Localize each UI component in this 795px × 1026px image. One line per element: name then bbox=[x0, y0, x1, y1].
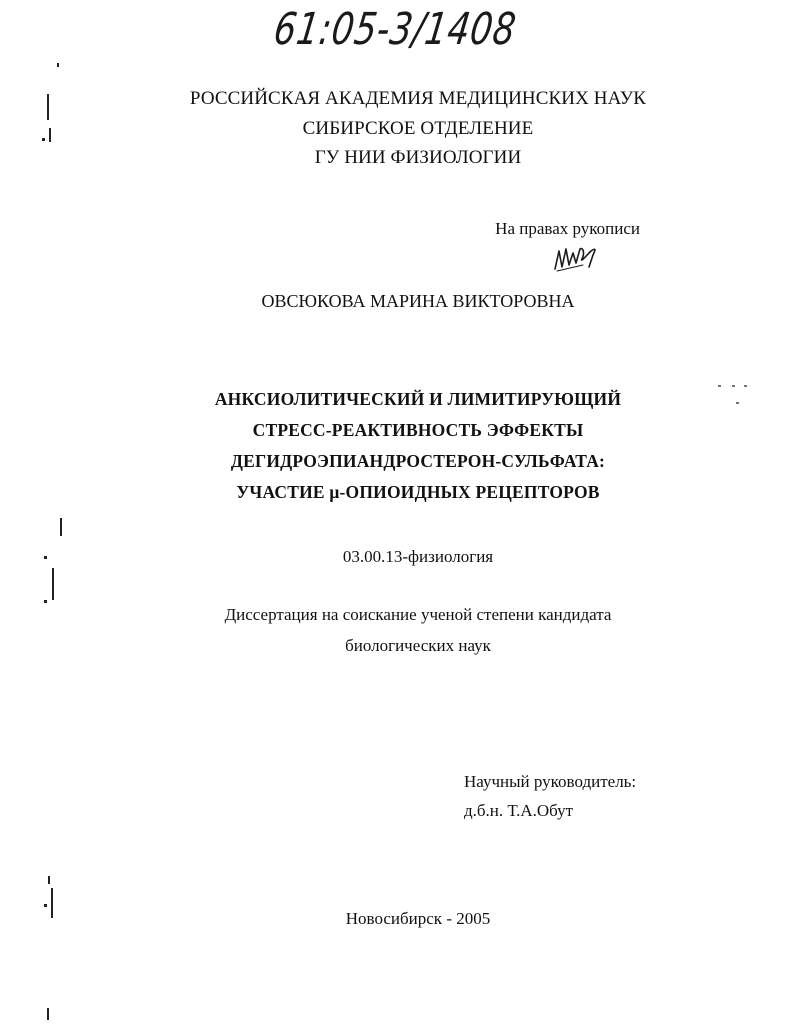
author-name: ОВСЮКОВА МАРИНА ВИКТОРОВНА bbox=[261, 291, 575, 311]
scan-artifact bbox=[60, 518, 62, 536]
title-line-1: АНКСИОЛИТИЧЕСКИЙ И ЛИМИТИРУЮЩИЙ bbox=[214, 389, 622, 409]
scan-artifact bbox=[57, 63, 59, 67]
title-line-3: ДЕГИДРОЭПИАНДРОСТЕРОН-СУЛЬФАТА: bbox=[230, 451, 606, 471]
org-line-academy: РОССИЙСКАЯ АКАДЕМИЯ МЕДИЦИНСКИХ НАУК bbox=[189, 88, 647, 109]
org-line-branch: СИБИРСКОЕ ОТДЕЛЕНИЕ bbox=[302, 118, 534, 139]
scan-artifact bbox=[44, 904, 47, 907]
scan-artifact bbox=[42, 138, 45, 141]
handwritten-signature bbox=[553, 243, 599, 273]
title-line-4: УЧАСТИЕ μ-ОПИОИДНЫХ РЕЦЕПТОРОВ bbox=[236, 482, 600, 502]
dissertation-degree-line-2: биологических наук bbox=[345, 636, 491, 655]
dissertation-degree-line-1: Диссертация на соискание ученой степени кандидата bbox=[224, 605, 612, 624]
supervisor-block bbox=[464, 767, 636, 825]
manuscript-rights-note: На правах рукописи bbox=[495, 219, 640, 238]
scan-artifact bbox=[49, 128, 51, 142]
supervisor-name: д.б.н. Т.А.Обут bbox=[464, 801, 574, 820]
scan-artifact bbox=[736, 402, 739, 404]
title-line-2: СТРЕСС-РЕАКТИВНОСТЬ ЭФФЕКТЫ bbox=[252, 420, 584, 440]
scan-artifact bbox=[52, 568, 54, 600]
scan-artifact bbox=[44, 600, 47, 603]
scan-artifact bbox=[47, 1008, 49, 1020]
scan-artifact bbox=[44, 556, 47, 559]
specialty-code: 03.00.13-физиология bbox=[342, 547, 494, 566]
scan-artifact bbox=[718, 385, 721, 387]
scan-artifact bbox=[732, 385, 735, 387]
supervisor-label: Научный руководитель: bbox=[464, 772, 637, 791]
scan-artifact bbox=[47, 94, 49, 120]
handwritten-archive-number: 61:05-3/1408 bbox=[270, 4, 520, 55]
scan-artifact bbox=[744, 385, 747, 387]
scan-artifact bbox=[51, 888, 53, 918]
scan-artifact bbox=[48, 876, 50, 884]
org-line-institute: ГУ НИИ ФИЗИОЛОГИИ bbox=[314, 147, 522, 168]
city-year: Новосибирск - 2005 bbox=[345, 909, 491, 928]
